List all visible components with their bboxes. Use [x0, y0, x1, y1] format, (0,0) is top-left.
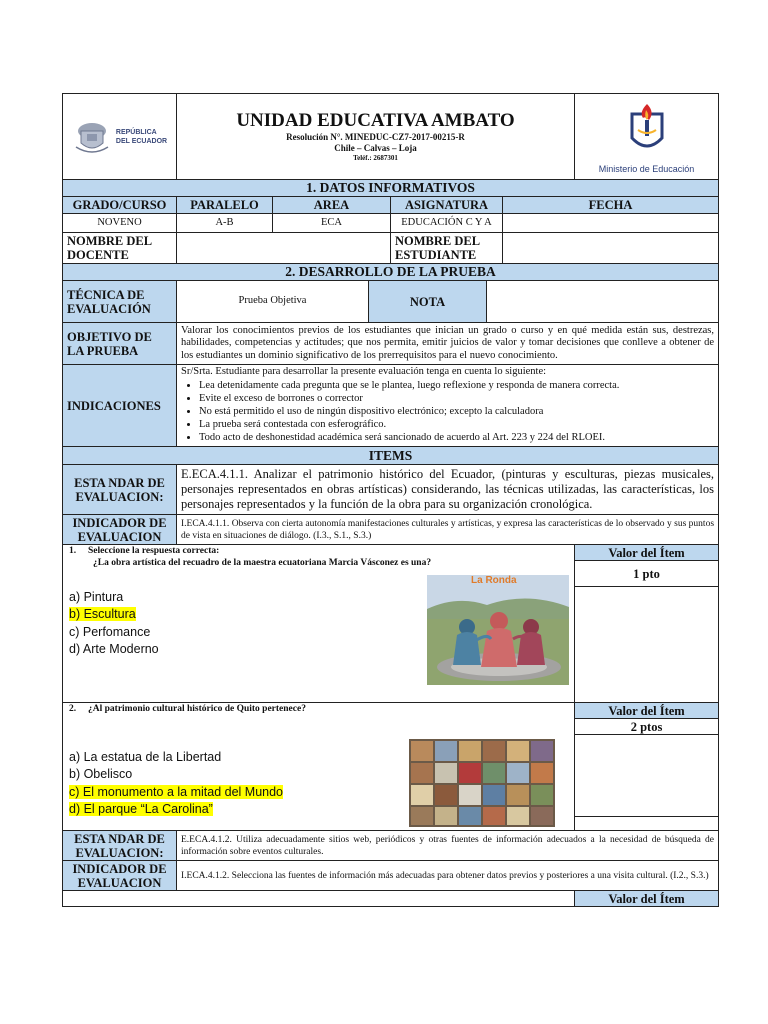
ministry-torch-icon [624, 100, 670, 162]
standard-row [63, 465, 719, 515]
q2-option-b[interactable]: b) Obelisco [69, 767, 133, 781]
q1-score-cell[interactable] [575, 587, 719, 703]
q1-question: ¿La obra artística del recuadro de la maestra ecuatoriana Marcia Vásconez es una? [93, 558, 432, 568]
info-header-row [63, 197, 719, 214]
standard-text: E.ECA.4.1.1. Analizar el patrimonio histórico del Ecuador, (pinturas y esculturas, piezas musicales, personajes representados en obras artísticas) considerando, las técnicas utilizadas, las características, los personajes representados y la función de la obra para su organización cronológica. [177, 465, 719, 515]
right-logo-cell [575, 94, 719, 180]
teacher-name-field[interactable] [177, 233, 391, 264]
q2-score-cell[interactable] [575, 735, 719, 831]
indication-item: • Evite el exceso de borrones o corrector [199, 392, 714, 405]
indication-item: • Todo acto de deshonestidad académica será sancionado de acuerdo al Art. 223 y 224 del RLOEI. [199, 431, 714, 444]
technique-label: TÉCNICA DE EVALUACIÓN [63, 281, 177, 323]
header-title-cell [177, 94, 575, 180]
q2-option-a[interactable]: a) La estatua de la Libertad [69, 749, 222, 764]
indications-cell [177, 365, 719, 447]
school-name: UNIDAD EDUCATIVA AMBATO [236, 110, 515, 131]
quito-heritage-collage-image [409, 739, 555, 827]
indication-item: • No está permitido el uso de ningún dispositivo electrónico; excepto la calculadora [199, 405, 714, 418]
la-ronda-sculpture-image [427, 575, 569, 685]
value-asignatura: EDUCACIÓN C Y A [391, 214, 503, 233]
indicator2-row [63, 861, 719, 891]
q2-header-row [63, 703, 719, 719]
objective-row [63, 323, 719, 365]
section1-title: 1. DATOS INFORMATIVOS [63, 180, 719, 197]
standard2-text: E.ECA.4.1.2. Utiliza adecuadamente sitios web, periódicos y otras fuentes de información adecuados a la necesidad de búsqueda de información sobre eventos culturales. [177, 831, 719, 861]
exam-table [62, 93, 719, 907]
q1-header-row [63, 545, 719, 561]
standard-label: ESTA NDAR DE EVALUACION: [63, 465, 177, 515]
school-phone: Teléf.: 2687301 [353, 154, 398, 162]
items-title: ITEMS [63, 447, 719, 465]
names-row [63, 233, 719, 264]
indications-intro: Sr/Srta. Estudiante para desarrollar la presente evaluación tenga en cuenta lo siguiente: [181, 366, 547, 377]
standard2-row [63, 831, 719, 861]
left-logo-cell [63, 94, 177, 180]
indication-item: • Lea detenidamente cada pregunta que se le plantea, luego reflexione y responda de manera correcta. [199, 379, 714, 392]
indicator-text: I.ECA.4.1.1. Observa con cierta autonomía manifestaciones culturales y artísticas, y expresa las características de lo observado y sus puntos de vista en situaciones de diálogo. (I.3., S.1., S.3.) [177, 515, 719, 545]
indicator-row [63, 515, 719, 545]
indications-label: INDICACIONES [63, 365, 177, 447]
student-name-field[interactable] [503, 233, 719, 264]
objective-label: OBJETIVO DE LA PRUEBA [63, 323, 177, 365]
ministry-logo-text: Ministerio de Educación [598, 163, 695, 174]
nota-label: NOTA [369, 281, 487, 323]
q2-option-c[interactable]: c) El monumento a la mitad del Mundo [69, 784, 283, 799]
teacher-label: NOMBRE DEL DOCENTE [63, 233, 177, 264]
q2-value-label: Valor del Ítem [575, 703, 719, 719]
q2-question-cell [63, 703, 575, 735]
indicator2-label: INDICADOR DE EVALUACION [63, 861, 177, 891]
indicator-label: INDICADOR DE EVALUACION [63, 515, 177, 545]
q2-options [63, 735, 409, 827]
nota-field[interactable] [487, 281, 719, 323]
section2-title: 2. DESARROLLO DE LA PRUEBA [63, 264, 719, 281]
indicator2-text: I.ECA.4.1.2. Selecciona las fuentes de información más adecuadas para obtener datos previos y posteriores a una visita cultural. (I.2., S.3.) [177, 861, 719, 891]
standard2-label: ESTA NDAR DE EVALUACION: [63, 831, 177, 861]
value-fecha[interactable] [503, 214, 719, 233]
items-row [63, 447, 719, 465]
q1-option-b[interactable]: b) Escultura [69, 607, 136, 621]
indications-row [63, 365, 719, 447]
q1-body-row [63, 587, 719, 703]
col-grado: GRADO/CURSO [63, 197, 177, 214]
logo-text-line1: REPÚBLICA [115, 128, 157, 136]
objective-text: Valorar los conocimientos previos de los estudiantes que inician un grado o curso y en qué medida están sus, destrezas, habilidades, competencias y actitudes; que nos permita, emitir juicios de valor y tomar decisiones que conlleve a obtener de los estudiantes un dominio significativo de los prerrequisitos para el nuevo conocimiento. [177, 323, 719, 365]
q1-value: 1 pto [575, 561, 719, 587]
q1-option-a[interactable]: a) Pintura [69, 589, 124, 604]
exam-document [62, 93, 718, 920]
header-row [63, 94, 719, 180]
technique-row [63, 281, 719, 323]
value-area: ECA [273, 214, 391, 233]
q2-value: 2 ptos [575, 719, 719, 735]
value-grado: NOVENO [63, 214, 177, 233]
resolution: Resolución N°. MINEDUC-CZ7-2017-00215-R [286, 132, 465, 142]
info-values-row [63, 214, 719, 233]
ecuador-shield-icon [72, 117, 112, 157]
q2-option-d[interactable]: d) El parque “La Carolina” [69, 802, 213, 816]
q1-value-label: Valor del Ítem [575, 545, 719, 561]
q1-option-d[interactable]: d) Arte Moderno [69, 642, 159, 656]
section1-row [63, 180, 719, 197]
col-fecha: FECHA [503, 197, 719, 214]
q2-number: 2. [69, 704, 77, 714]
q2-body-row [63, 735, 719, 831]
item3-question-cell [63, 891, 575, 907]
q1-instruction: Seleccione la respuesta correcta: [88, 546, 220, 556]
col-paralelo: PARALELO [177, 197, 273, 214]
q1-option-c[interactable]: c) Perfomance [69, 624, 151, 639]
section2-row [63, 264, 719, 281]
school-location: Chile – Calvas – Loja [334, 143, 417, 153]
col-asignatura: ASIGNATURA [391, 197, 503, 214]
q1-body-cell [63, 574, 575, 703]
technique-value: Prueba Objetiva [177, 281, 369, 323]
item3-header-row [63, 891, 719, 907]
col-area: AREA [273, 197, 391, 214]
indication-item: • La prueba será contestada con esferográfico. [199, 418, 714, 431]
indications-list [181, 379, 714, 444]
logo-text-line2: DEL ECUADOR [115, 137, 168, 145]
q1-options [63, 587, 415, 685]
image-caption: La Ronda [471, 574, 517, 586]
q2-body-cell [63, 735, 575, 831]
q1-number: 1. [69, 546, 77, 556]
q2-question: ¿Al patrimonio cultural histórico de Quito pertenece? [88, 704, 306, 714]
student-label: NOMBRE DEL ESTUDIANTE [391, 233, 503, 264]
item3-value-label: Valor del Ítem [575, 891, 719, 907]
value-paralelo: A-B [177, 214, 273, 233]
